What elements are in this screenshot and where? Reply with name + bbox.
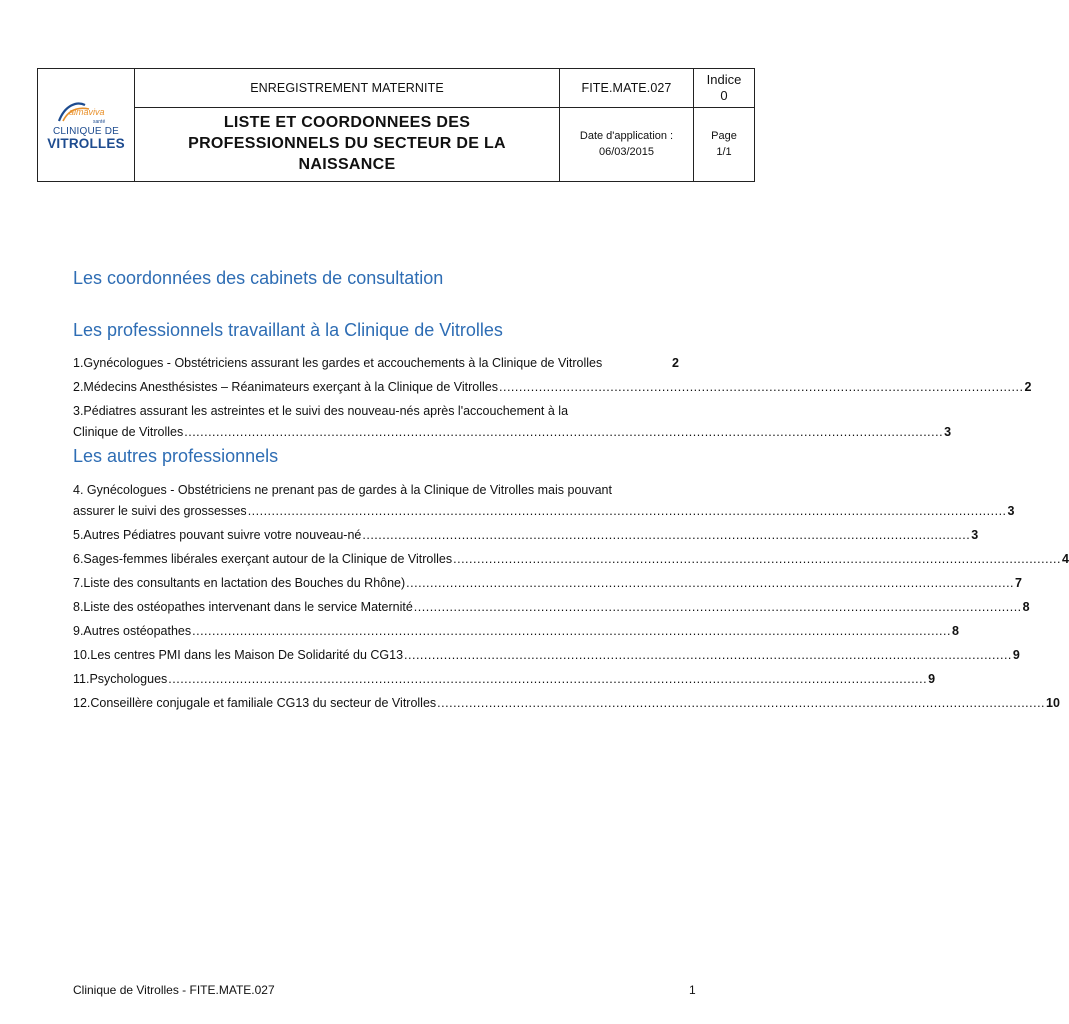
document-title: LISTE ET COORDONNEES DES PROFESSIONNELS DU SECTEUR DE LA NAISSANCE bbox=[135, 108, 560, 182]
toc-leader-dots: ......................................................................................................................................................... bbox=[453, 552, 1061, 566]
svg-text:almaviva: almaviva bbox=[69, 106, 105, 117]
toc-entry-text-line-2: assurer le suivi des grossesses bbox=[73, 504, 247, 518]
indice-label: Indice bbox=[706, 71, 742, 87]
toc-entry-12[interactable] bbox=[73, 693, 1060, 714]
toc-entry-page: 7 bbox=[1015, 576, 1022, 590]
toc-entry-6[interactable] bbox=[73, 549, 1069, 570]
toc-entry-5[interactable] bbox=[73, 525, 979, 546]
toc-entry-text-line-1: 4. Gynécologues - Obstétriciens ne prenant pas de gardes à la Clinique de Vitrolles mais pouvant bbox=[73, 483, 612, 497]
toc-leader-dots: ............................................................................................................................................................................................... bbox=[168, 672, 928, 686]
logo-cell bbox=[38, 69, 135, 182]
toc-entry-text: 1.Gynécologues - Obstétriciens assurant les gardes et accouchements à la Clinique de Vitrolles bbox=[73, 356, 603, 370]
page-label: Page bbox=[711, 129, 737, 142]
toc-entry-text: 9.Autres ostéopathes bbox=[73, 624, 192, 638]
toc-entry-10[interactable] bbox=[73, 645, 1020, 666]
toc-entry-page: 8 bbox=[1022, 600, 1030, 614]
toc-leader-dots: ......................................................................................................................................................... bbox=[406, 576, 1015, 590]
toc-entry-3[interactable] bbox=[73, 401, 952, 443]
footer-document-id: Clinique de Vitrolles - FITE.MATE.027 bbox=[73, 983, 275, 997]
toc-entry-text: 11.Psychologues bbox=[73, 672, 168, 686]
toc-entry-1[interactable] bbox=[73, 353, 679, 374]
section-heading-clinique-professionnels[interactable]: Les professionnels travaillant à la Clinique de Vitrolles bbox=[73, 320, 503, 340]
toc-entry-text: 2.Médecins Anesthésistes – Réanimateurs exerçant à la Clinique de Vitrolles bbox=[73, 380, 498, 394]
toc-leader-dots: ......................................................................................................................................................... bbox=[413, 600, 1022, 614]
toc-group-clinique bbox=[73, 353, 1032, 443]
register-title: ENREGISTREMENT MATERNITE bbox=[135, 69, 560, 108]
toc-entry-11[interactable] bbox=[73, 669, 936, 690]
toc-entry-page: 3 bbox=[1007, 504, 1015, 518]
toc-entry-text: 6.Sages-femmes libérales exerçant autour de la Clinique de Vitrolles bbox=[73, 552, 453, 566]
toc-entry-7[interactable] bbox=[73, 573, 1022, 594]
toc-entry-text-line-1: 3.Pédiatres assurant les astreintes et le suivi des nouveau-nés après l'accouchement à la bbox=[73, 404, 569, 418]
toc-entry-page: 8 bbox=[951, 624, 959, 638]
indice-value: 0 bbox=[720, 88, 728, 103]
date-label: Date d'application : bbox=[579, 129, 674, 142]
toc-leader-dots: .................................................................................................................................... bbox=[499, 380, 1024, 394]
toc-entry-text-line-2: Clinique de Vitrolles bbox=[73, 425, 184, 439]
toc-entry-page: 3 bbox=[944, 425, 952, 439]
toc-leader-dots: ......................................................................................................................................................... bbox=[437, 696, 1046, 710]
toc-entry-page: 9 bbox=[1012, 648, 1020, 662]
toc-entry-text: 7.Liste des consultants en lactation des Bouches du Rhône) bbox=[73, 576, 406, 590]
document-reference: FITE.MATE.027 bbox=[560, 69, 694, 108]
toc-entry-page: 2 bbox=[1024, 380, 1032, 394]
document-header-table bbox=[37, 68, 755, 182]
almaviva-logo-icon bbox=[55, 99, 117, 125]
footer-page-number: 1 bbox=[689, 983, 696, 997]
toc-entry-text: 5.Autres Pédiatres pouvant suivre votre nouveau-né bbox=[73, 528, 362, 542]
toc-entry-page: 4 bbox=[1062, 552, 1069, 566]
date-value: 06/03/2015 bbox=[598, 145, 655, 158]
toc-leader-dots: ............................................................................................................................................................................................... bbox=[184, 425, 944, 439]
toc-entry-text: 12.Conseillère conjugale et familiale CG13 du secteur de Vitrolles bbox=[73, 696, 437, 710]
svg-text:santé: santé bbox=[93, 118, 106, 125]
toc-entry-text: 8.Liste des ostéopathes intervenant dans le service Maternité bbox=[73, 600, 413, 614]
toc-entry-text: 10.Les centres PMI dans les Maison De Solidarité du CG13 bbox=[73, 648, 404, 662]
indice-cell bbox=[694, 69, 755, 108]
toc-entry-page: 2 bbox=[672, 356, 679, 370]
page-value: 1/1 bbox=[716, 145, 732, 158]
toc-entry-2[interactable] bbox=[73, 377, 1032, 398]
section-heading-autres-professionnels[interactable]: Les autres professionnels bbox=[73, 446, 279, 466]
toc-entry-8[interactable] bbox=[73, 597, 1030, 618]
section-heading-cabinets[interactable]: Les coordonnées des cabinets de consultation bbox=[73, 268, 444, 288]
toc-entry-9[interactable] bbox=[73, 621, 959, 642]
clinic-logo bbox=[38, 99, 134, 152]
toc-leader-dots: ............................................................................................................................................................................................... bbox=[247, 504, 1007, 518]
toc-entry-4[interactable] bbox=[73, 480, 1015, 522]
toc-group-autres bbox=[73, 480, 1069, 714]
toc-entry-page: 9 bbox=[928, 672, 936, 686]
toc-leader-dots: ............................................................................................................................................................................................... bbox=[192, 624, 951, 638]
logo-line-2: VITROLLES bbox=[47, 135, 125, 151]
logo-line-1: CLINIQUE DE bbox=[52, 125, 120, 137]
date-cell bbox=[560, 108, 694, 182]
toc-leader-dots: ......................................................................................................................................................... bbox=[362, 528, 971, 542]
page-cell bbox=[694, 108, 755, 182]
toc-leader-dots: ......................................................................................................................................................... bbox=[404, 648, 1012, 662]
toc-entry-page: 3 bbox=[971, 528, 979, 542]
toc-entry-page: 10 bbox=[1046, 696, 1060, 710]
